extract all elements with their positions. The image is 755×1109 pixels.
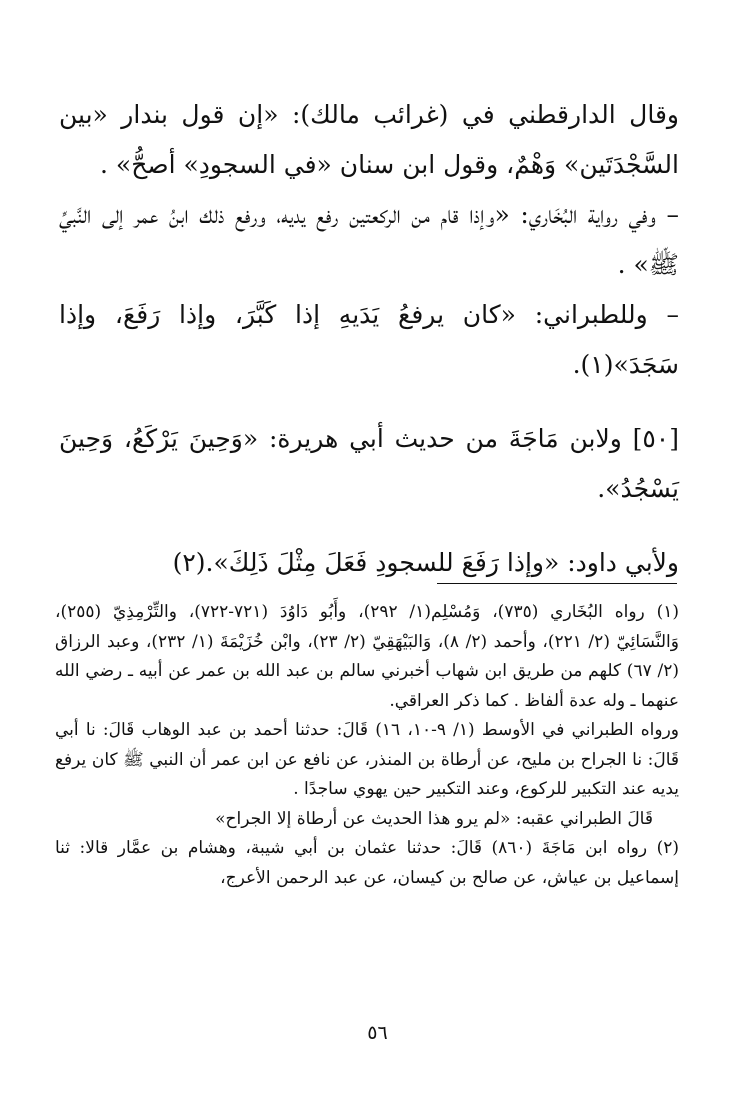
paragraph-ibn-majah: [٥٠] ولابن مَاجَةَ من حديث أبي هريرة: «وَحِينَ يَرْكَعُ، وَحِينَ يَسْجُدُ». xyxy=(59,424,679,503)
footnote-2: (٢) رواه ابن مَاجَةَ (٨٦٠) قَالَ: حدثنا عثمان بن أبي شيبة، وهشام بن عمَّار قالا: ثنا إسماعيل بن عياش، عن صالح بن كيسان، عن عبد الرحمن الأعرج، xyxy=(55,838,679,888)
main-text xyxy=(59,90,679,588)
footnote-1-tabarani: ورواه الطبراني في الأوسط (١/ ٩-١٠، ١٦) قَالَ: حدثنا أحمد بن عبد الوهاب قَالَ: نا أبي قَالَ: نا الجراح بن مليح، عن أرطاة بن المنذر، عن نافع عن ابن عمر أن النبي ﷺ كان يرفع يديه عند التكبير للركوع، وعند التكبير حين يهوي ساجدًا . xyxy=(55,720,680,799)
footnote-1-tabarani-comment: قَالَ الطبراني عقبه: «لم يرو هذا الحديث عن أرطاة إلا الجراح» xyxy=(215,808,653,829)
footnote-1: (١) رواه البُخَاري (٧٣٥)، وَمُسْلِم(١/ ٢٩٢)، وأَبُو دَاوُدَ (٧٢١-٧٢٢)، والتِّرْمِذِيّ (٢٥٥)، وَالنَّسَائِيّ (٢/ ٢٢١)، وأحمد (٢/ ٨)، وَالبَيْهَقِيّ (٢/ ٢٣)، وابْن خُزَيْمَةَ (١/ ٢٣٢)، وعبد الرزاق (٢/ ٦٧) كلهم من طريق ابن شهاب أخبرني سالم بن عبد الله بن عمر عن أبيه ـ رضي الله عنهما ـ وله عدة ألفاظ . كما ذكر العراقي. xyxy=(55,602,679,711)
page-number: ٥٦ xyxy=(367,1022,388,1044)
paragraph-daraqutni: وقال الدارقطني في (غرائب مالك): «إن قول بندار «بين السَّجْدَتَين» وَهْمٌ، وقول ابن سنان «في السجودِ» أصحُّ» . xyxy=(59,100,679,179)
paragraph-gap xyxy=(59,390,679,414)
paragraph-tabarani: – وللطبراني: «كان يرفعُ يَدَيهِ إذا كَبَّرَ، وإذا رَفَعَ، وإذا سَجَدَ»(١). xyxy=(59,300,679,379)
paragraph-bukhari: – وفي رواية البُخَاري: «وإذا قام من الركعتين رفع يديه، ورفع ذلك ابنُ عمر إلى النَّبيِّ ﷺ» . xyxy=(59,200,679,279)
paragraph-abu-dawud: ولأبي داود: «وإذا رَفَعَ للسجودِ فَعَلَ مِثْلَ ذَلِكَ».(٢) xyxy=(172,548,679,577)
footnotes xyxy=(55,598,679,893)
footnote-separator xyxy=(437,583,677,584)
paragraph-gap xyxy=(59,514,679,538)
